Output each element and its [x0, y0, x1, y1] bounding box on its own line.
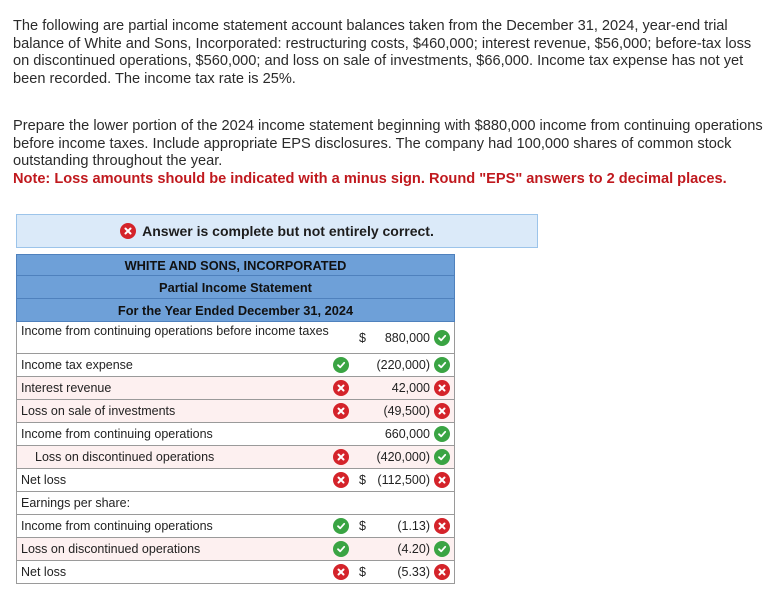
row-amount-input[interactable]: (5.33)	[397, 565, 430, 579]
statement-row	[16, 377, 455, 400]
x-circle-icon	[434, 564, 450, 580]
company-name: WHITE AND SONS, INCORPORATED	[16, 254, 455, 276]
row-label[interactable]: Income from continuing operations before income taxes	[21, 324, 329, 338]
problem-paragraph-2	[13, 118, 763, 188]
statement-row	[16, 354, 455, 377]
row-label[interactable]: Net loss	[21, 565, 67, 579]
row-amount-input[interactable]: (49,500)	[383, 404, 430, 418]
dollar-sign: $	[359, 330, 366, 345]
statement-row	[16, 492, 455, 515]
row-label[interactable]: Income tax expense	[21, 358, 133, 372]
check-circle-icon	[434, 330, 450, 346]
problem-instructions: Prepare the lower portion of the 2024 income statement beginning with $880,000 income from continuing operations before income taxes. Include appropriate EPS disclosures. The company had 100,000 shares of common stock outstanding throughout the year.	[13, 118, 763, 169]
answer-status-banner	[16, 214, 538, 248]
dollar-sign: $	[359, 473, 366, 487]
row-label[interactable]: Income from continuing operations	[21, 519, 213, 533]
dollar-sign: $	[359, 565, 366, 579]
check-circle-icon	[434, 357, 450, 373]
problem-paragraph-1: The following are partial income statement account balances taken from the December 31, 2024, year-end trial balance of White and Sons, Incorporated: restructuring costs, $460,000; interest revenue, $56,000; before-tax loss on discontinued operations, $560,000; and loss on sale of investments, $66,000. Income tax expense has not yet been recorded. The income tax rate is 25%.	[13, 18, 752, 87]
statement-title: Partial Income Statement	[16, 276, 455, 299]
x-circle-icon	[333, 403, 349, 419]
row-label[interactable]: Net loss	[21, 473, 67, 487]
check-circle-icon	[434, 426, 450, 442]
row-amount-input[interactable]: 660,000	[384, 427, 430, 441]
statement-period: For the Year Ended December 31, 2024	[16, 299, 455, 322]
row-amount-input[interactable]: (112,500)	[377, 473, 430, 487]
row-label[interactable]: Loss on discontinued operations	[35, 450, 215, 464]
row-amount-input[interactable]: (4.20)	[397, 542, 430, 556]
x-circle-icon	[434, 518, 450, 534]
row-label[interactable]: Loss on sale of investments	[21, 404, 176, 418]
x-circle-icon	[333, 472, 349, 488]
row-amount-input[interactable]: (220,000)	[376, 358, 430, 372]
statement-row	[16, 515, 455, 538]
statement-row	[16, 561, 455, 584]
row-amount-input[interactable]: (420,000)	[376, 450, 430, 464]
row-label[interactable]: Income from continuing operations	[21, 427, 213, 441]
x-circle-icon	[120, 223, 136, 239]
statement-row	[16, 469, 455, 492]
row-amount-input[interactable]: (1.13)	[397, 519, 430, 533]
x-circle-icon	[434, 403, 450, 419]
row-label[interactable]: Interest revenue	[21, 381, 112, 395]
check-circle-icon	[434, 541, 450, 557]
statement-row	[16, 423, 455, 446]
answer-status-text: Answer is complete but not entirely correct.	[142, 223, 434, 239]
check-circle-icon	[333, 518, 349, 534]
row-label[interactable]: Loss on discontinued operations	[21, 542, 201, 556]
statement-row	[16, 322, 455, 354]
x-circle-icon	[434, 380, 450, 396]
check-circle-icon	[333, 541, 349, 557]
statement-row	[16, 400, 455, 423]
x-circle-icon	[434, 472, 450, 488]
row-amount-input[interactable]: 880,000	[384, 330, 430, 345]
check-circle-icon	[434, 449, 450, 465]
statement-row	[16, 538, 455, 561]
x-circle-icon	[333, 449, 349, 465]
x-circle-icon	[333, 380, 349, 396]
row-amount-input[interactable]: 42,000	[391, 381, 430, 395]
dollar-sign: $	[359, 519, 366, 533]
statement-row	[16, 446, 455, 469]
row-label[interactable]: Earnings per share:	[21, 496, 131, 510]
problem-note: Note: Loss amounts should be indicated with a minus sign. Round "EPS" answers to 2 decimal places.	[13, 170, 727, 187]
x-circle-icon	[333, 564, 349, 580]
check-circle-icon	[333, 357, 349, 373]
